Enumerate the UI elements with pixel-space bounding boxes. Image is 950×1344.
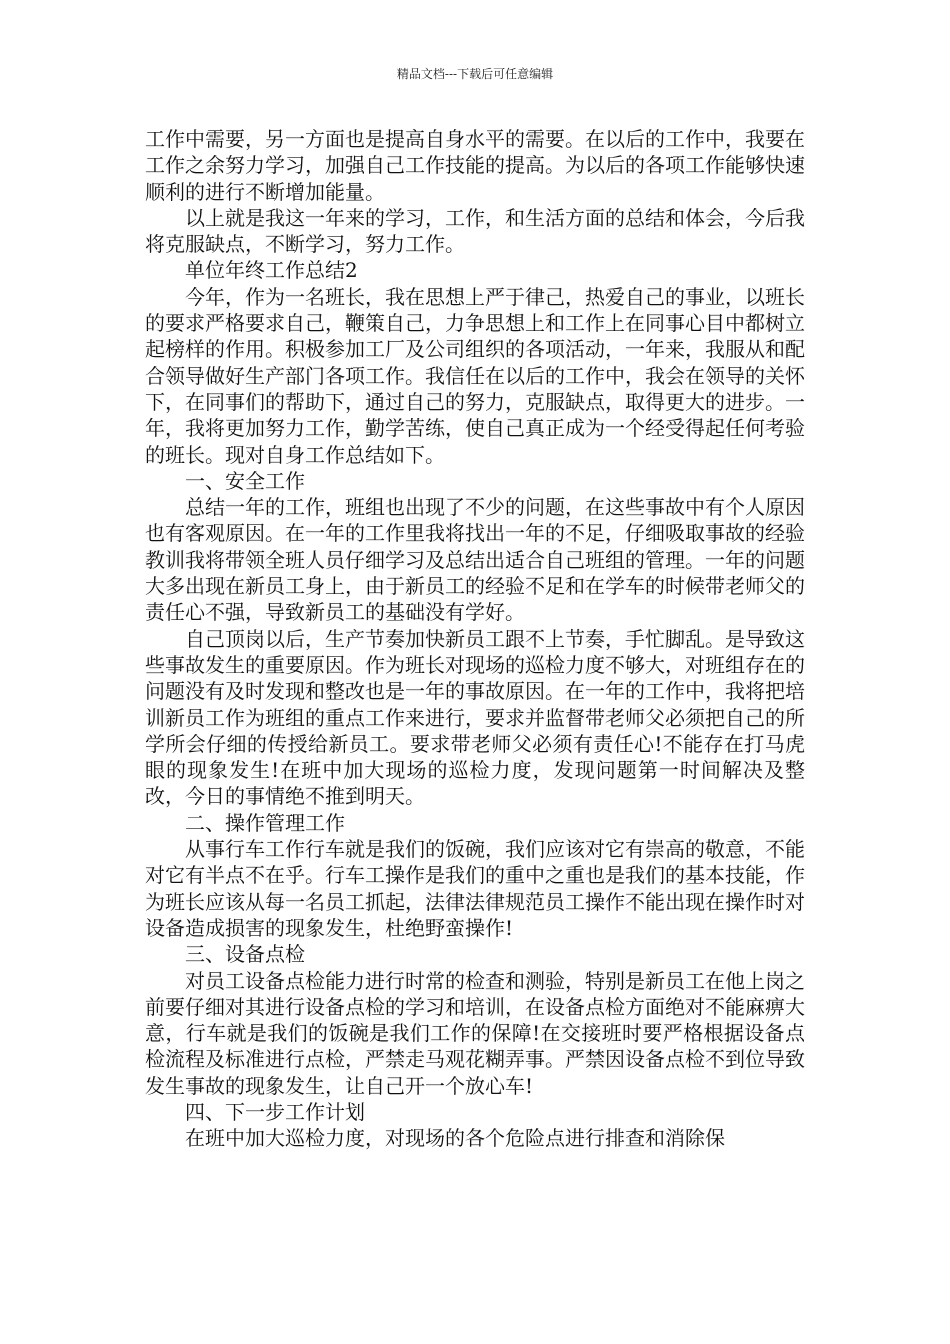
document-body <box>145 126 805 1152</box>
paragraph: 从事行车工作行车就是我们的饭碗，我们应该对它有崇高的敬意，不能对它有半点不在乎。行车工操作是我们的重中之重也是我们的基本技能，作为班长应该从每一名员工抓起，法律法律规范员工操作不能出现在操作时对设备造成损害的现象发生，杜绝野蛮操作! <box>145 837 805 940</box>
section-heading: 二、操作管理工作 <box>185 810 345 835</box>
paragraph: 工作中需要，另一方面也是提高自身水平的需要。在以后的工作中，我要在工作之余努力学习，加强自己工作技能的提高。为以后的各项工作能够快速顺利的进行不断增加能量。 <box>145 127 805 204</box>
paragraph: 自己顶岗以后，生产节奏加快新员工跟不上节奏，手忙脚乱。是导致这些事故发生的重要原因。作为班长对现场的巡检力度不够大，对班组存在的问题没有及时发现和整改也是一年的事故原因。在一年的工作中，我将把培训新员工作为班组的重点工作来进行，要求并监督带老师父必须把自己的所学所会仔细的传授给新员工。要求带老师父必须有责任心!不能存在打马虎眼的现象发生!在班中加大现场的巡检力度，发现问题第一时间解决及整改，今日的事情绝不推到明天。 <box>145 626 805 809</box>
paragraph: 今年，作为一名班长，我在思想上严于律己，热爱自己的事业，以班长的要求严格要求自己，鞭策自己，力争思想上和工作上在同事心目中都树立起榜样的作用。积极参加工厂及公司组织的各项活动，一年来，我服从和配合领导做好生产部门各项工作。我信任在以后的工作中，我会在领导的关怀下，在同事们的帮助下，通过自己的努力，克服缺点，取得更大的进步。一年，我将更加努力工作，勤学苦练，使自己真正成为一个经受得起任何考验的班长。现对自身工作总结如下。 <box>145 284 805 467</box>
section-heading: 四、下一步工作计划 <box>185 1099 365 1124</box>
section-heading: 三、设备点检 <box>185 942 305 967</box>
paragraph: 以上就是我这一年来的学习，工作，和生活方面的总结和体会，今后我将克服缺点，不断学习，努力工作。 <box>145 205 805 257</box>
section-heading: 一、安全工作 <box>185 468 305 493</box>
paragraph: 对员工设备点检能力进行时常的检查和测验，特别是新员工在他上岗之前要仔细对其进行设备点检的学习和培训，在设备点检方面绝对不能麻痹大意，行车就是我们的饭碗是我们工作的保障!在交接班时要严格根据设备点检流程及标准进行点检，严禁走马观花糊弄事。严禁因设备点检不到位导致发生事故的现象发生，让自己开一个放心车! <box>145 968 805 1098</box>
paragraph: 总结一年的工作，班组也出现了不少的问题，在这些事故中有个人原因也有客观原因。在一年的工作里我将找出一年的不足，仔细吸取事故的经验教训我将带领全班人员仔细学习及总结出适合自己班组的管理。一年的问题大多出现在新员工身上，由于新员工的经验不足和在学车的时候带老师父的责任心不强，导致新员工的基础没有学好。 <box>145 495 805 625</box>
page-header: 精品文档---下载后可任意编辑 <box>396 67 554 81</box>
paragraph: 在班中加大巡检力度，对现场的各个危险点进行排查和消除保 <box>185 1126 725 1151</box>
section-title: 单位年终工作总结2 <box>185 258 358 283</box>
